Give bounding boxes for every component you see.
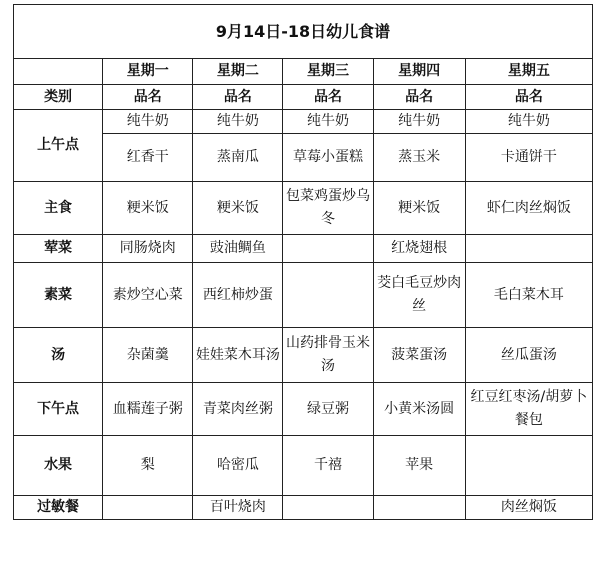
allergy-meal-monday: [103, 496, 193, 520]
allergy-meal-row: [14, 496, 593, 520]
day-header-tuesday: 星期二: [193, 59, 283, 85]
day-header-row: [14, 59, 593, 85]
veg-dish-friday: 毛白菜木耳: [465, 263, 592, 328]
allergy-meal-tuesday: 百叶烧肉: [193, 496, 283, 520]
afternoon-snack-monday: 血糯莲子粥: [103, 383, 193, 436]
morning-snack-row-1: [14, 110, 593, 134]
staple-label: 主食: [14, 182, 103, 235]
fruit-row: [14, 436, 593, 496]
veg-dish-wednesday: [283, 263, 373, 328]
meat-dish-tuesday: 豉油鲷鱼: [193, 235, 283, 263]
day-header-wednesday: 星期三: [283, 59, 373, 85]
header-blank: [14, 59, 103, 85]
meat-dish-row: [14, 235, 593, 263]
morning-snack-milk-friday: 纯牛奶: [465, 110, 592, 134]
morning-snack-friday: 卡通饼干: [465, 134, 592, 182]
morning-snack-milk-wednesday: 纯牛奶: [283, 110, 373, 134]
menu-title: 9月14日-18日幼儿食谱: [14, 5, 593, 59]
staple-tuesday: 粳米饭: [193, 182, 283, 235]
item-header-friday: 品名: [465, 85, 592, 110]
fruit-label: 水果: [14, 436, 103, 496]
afternoon-snack-thursday: 小黄米汤圆: [373, 383, 465, 436]
subheader-row: [14, 85, 593, 110]
morning-snack-thursday: 蒸玉米: [373, 134, 465, 182]
staple-row: [14, 182, 593, 235]
staple-thursday: 粳米饭: [373, 182, 465, 235]
veg-dish-tuesday: 西红柿炒蛋: [193, 263, 283, 328]
meat-dish-monday: 同肠烧肉: [103, 235, 193, 263]
soup-tuesday: 娃娃菜木耳汤: [193, 328, 283, 383]
allergy-meal-label: 过敏餐: [14, 496, 103, 520]
afternoon-snack-friday: 红豆红枣汤/胡萝卜餐包: [465, 383, 592, 436]
veg-dish-thursday: 茭白毛豆炒肉丝: [373, 263, 465, 328]
staple-friday: 虾仁肉丝焖饭: [465, 182, 592, 235]
day-header-thursday: 星期四: [373, 59, 465, 85]
meat-dish-wednesday: [283, 235, 373, 263]
fruit-friday: [465, 436, 592, 496]
afternoon-snack-label: 下午点: [14, 383, 103, 436]
day-header-monday: 星期一: [103, 59, 193, 85]
allergy-meal-friday: 肉丝焖饭: [465, 496, 592, 520]
soup-label: 汤: [14, 328, 103, 383]
afternoon-snack-tuesday: 青菜肉丝粥: [193, 383, 283, 436]
afternoon-snack-row: [14, 383, 593, 436]
meat-dish-thursday: 红烧翅根: [373, 235, 465, 263]
item-header-monday: 品名: [103, 85, 193, 110]
soup-monday: 杂菌羹: [103, 328, 193, 383]
category-header: 类别: [14, 85, 103, 110]
morning-snack-wednesday: 草莓小蛋糕: [283, 134, 373, 182]
veg-dish-monday: 素炒空心菜: [103, 263, 193, 328]
fruit-monday: 梨: [103, 436, 193, 496]
item-header-wednesday: 品名: [283, 85, 373, 110]
morning-snack-monday: 红香干: [103, 134, 193, 182]
allergy-meal-thursday: [373, 496, 465, 520]
morning-snack-milk-monday: 纯牛奶: [103, 110, 193, 134]
staple-wednesday: 包菜鸡蛋炒乌冬: [283, 182, 373, 235]
item-header-thursday: 品名: [373, 85, 465, 110]
morning-snack-tuesday: 蒸南瓜: [193, 134, 283, 182]
fruit-thursday: 苹果: [373, 436, 465, 496]
item-header-tuesday: 品名: [193, 85, 283, 110]
staple-monday: 粳米饭: [103, 182, 193, 235]
morning-snack-milk-thursday: 纯牛奶: [373, 110, 465, 134]
veg-dish-label: 素菜: [14, 263, 103, 328]
fruit-tuesday: 哈密瓜: [193, 436, 283, 496]
veg-dish-row: [14, 263, 593, 328]
morning-snack-label: 上午点: [14, 110, 103, 182]
meat-dish-friday: [465, 235, 592, 263]
soup-thursday: 菠菜蛋汤: [373, 328, 465, 383]
morning-snack-milk-tuesday: 纯牛奶: [193, 110, 283, 134]
fruit-wednesday: 千禧: [283, 436, 373, 496]
soup-row: [14, 328, 593, 383]
soup-wednesday: 山药排骨玉米汤: [283, 328, 373, 383]
title-row: [14, 5, 593, 59]
afternoon-snack-wednesday: 绿豆粥: [283, 383, 373, 436]
meat-dish-label: 荤菜: [14, 235, 103, 263]
menu-table: [13, 4, 593, 520]
allergy-meal-wednesday: [283, 496, 373, 520]
soup-friday: 丝瓜蛋汤: [465, 328, 592, 383]
day-header-friday: 星期五: [465, 59, 592, 85]
